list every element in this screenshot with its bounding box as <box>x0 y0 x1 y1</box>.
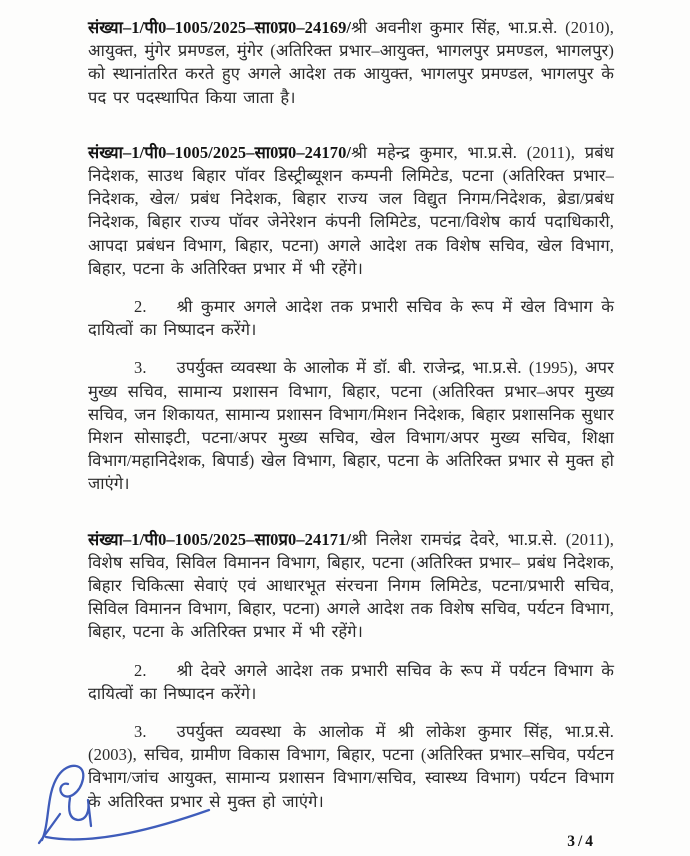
clause-paragraph <box>88 295 614 341</box>
clause-number: 3. <box>134 722 147 742</box>
clause-paragraph <box>88 659 614 705</box>
clause-paragraph <box>88 356 614 495</box>
clause-body-text: श्री कुमार अगले आदेश तक प्रभारी सचिव के रूप में खेल विभाग के दायित्वों का निष्पादन करेंगे। <box>88 297 614 340</box>
clause-number: 2. <box>134 297 147 317</box>
order-ref-number: संख्या–1/पी0–1005/2025–सा0प्र0–24169/ <box>88 18 352 37</box>
order-paragraph-24169 <box>88 16 614 109</box>
clause-number: 2. <box>134 660 147 680</box>
clause-body-text: श्री देवरे अगले आदेश तक प्रभारी सचिव के रूप में पर्यटन विभाग के दायित्वों का निष्पादन करेंगे। <box>88 660 614 703</box>
order-ref-number: संख्या–1/पी0–1005/2025–सा0प्र0–24171/ <box>88 529 352 549</box>
order-paragraph-24171 <box>88 528 614 644</box>
order-body-text: श्री निलेश रामचंद्र देवरे, भा.प्र.से. (2011), विशेष सचिव, सिविल विमानन विभाग, बिहार, पटना (अतिरिक्त प्रभार– प्रबंध निदेशक, बिहार चिकित्सा सेवाएं एवं आधारभूत संरचना निगम लिमिटेड, पटना/प्रभारी सचिव, सिविल विमानन विभाग, बिहार, पटना) अगले आदेश तक विशेष सचिव, पर्यटन विभाग, बिहार, पटना के अतिरिक्त प्रभार में भी रहेंगे। <box>88 529 614 642</box>
clause-paragraph <box>88 720 614 813</box>
order-ref-number: संख्या–1/पी0–1005/2025–सा0प्र0–24170/ <box>88 142 352 162</box>
page-number: 3/4 <box>567 833 596 850</box>
order-body-text: श्री महेन्द्र कुमार, भा.प्र.से. (2011), प्रबंध निदेशक, साउथ बिहार पॉवर डिस्ट्रीब्यूशन कम्पनी लिमिटेड, पटना (अतिरिक्त प्रभार–निदेशक, खेल/ प्रबंध निदेशक, बिहार राज्य जल विद्युत निगम/निदेशक, ब्रेडा/प्रबंध निदेशक, बिहार राज्य पॉवर जेनेरेशन कंपनी लिमिटेड, पटना/विशेष कार्य पदाधिकारी, आपदा प्रबंधन विभाग, बिहार, पटना) अगले आदेश तक विशेष सचिव, खेल विभाग, बिहार, पटना के अतिरिक्त प्रभार में भी रहेंगे। <box>88 142 614 278</box>
clause-number: 3. <box>134 358 147 378</box>
clause-body-text: उपर्युक्त व्यवस्था के आलोक में श्री लोकेश कुमार सिंह, भा.प्र.से. (2003), सचिव, ग्रामीण विकास विभाग, बिहार, पटना (अतिरिक्त प्रभार–सचिव, पर्यटन विभाग/जांच आयुक्त, सामान्य प्रशासन विभाग/सचिव, स्वास्थ्य विभाग) पर्यटन विभाग के अतिरिक्त प्रभार से मुक्त हो जाएंगे। <box>88 722 614 811</box>
order-body-text: श्री अवनीश कुमार सिंह, भा.प्र.से. (2010), आयुक्त, मुंगेर प्रमण्डल, मुंगेर (अतिरिक्त प्रभार–आयुक्त, भागलपुर प्रमण्डल, भागलपुर) को स्थानांतरित करते हुए अगले आदेश तक आयुक्त, भागलपुर प्रमण्डल, भागलपुर के पद पर पदस्थापित किया जाता है। <box>88 18 614 107</box>
order-paragraph-24170 <box>88 141 614 280</box>
clause-body-text: उपर्युक्त व्यवस्था के आलोक में डॉ. बी. राजेन्द्र, भा.प्र.से. (1995), अपर मुख्य सचिव, सामान्य प्रशासन विभाग, बिहार, पटना (अतिरिक्त प्रभार–अपर मुख्य सचिव, जन शिकायत, सामान्य प्रशासन विभाग/मिशन निदेशक, बिहार प्रशासनिक सुधार मिशन सोसाइटी, पटना/अपर मुख्य सचिव, खेल विभाग/अपर मुख्य सचिव, शिक्षा विभाग/महानिदेशक, बिपार्ड) खेल विभाग, बिहार, पटना के अतिरिक्त प्रभार से मुक्त हो जाएंगे। <box>88 358 614 494</box>
